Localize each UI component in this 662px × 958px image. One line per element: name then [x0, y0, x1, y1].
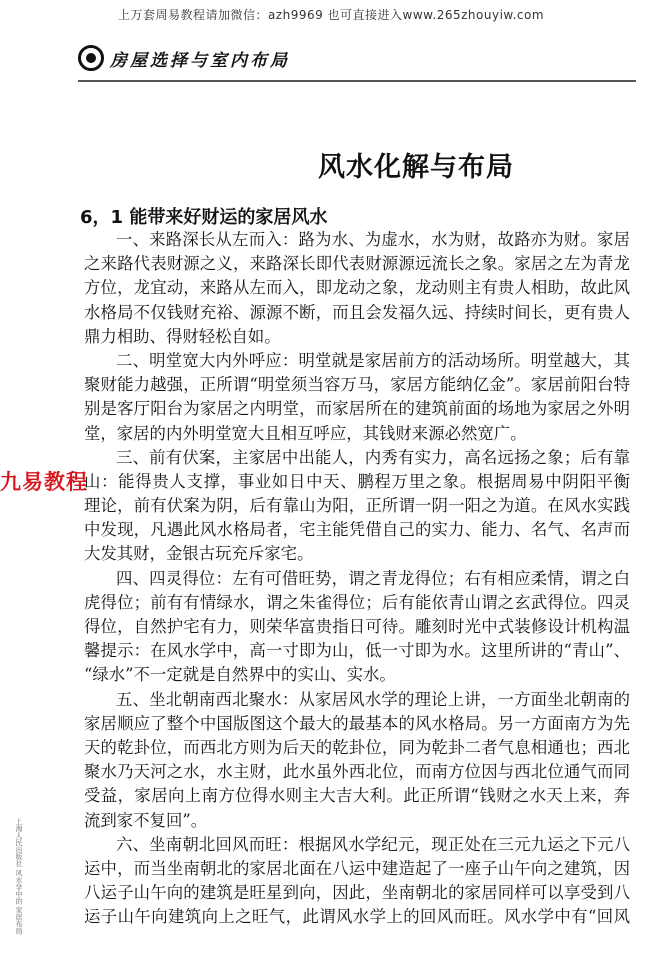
body-line: 堂，家居的内外明堂宽大且相互呼应，其钱财来源必然宽广。: [84, 423, 527, 443]
body-line: 馨提示：在风水学中，高一寸即为山，低一寸即为水。这里所讲的“青山”、: [84, 641, 630, 661]
body-line: 运子山午向建筑向上之旺气，此谓风水学上的回风而旺。风水学中有“回风: [84, 907, 630, 927]
body-line: 家居顺应了整个中国版图这个最大的最基本的风水格局。另一方面南方为先: [84, 713, 630, 733]
running-header: [78, 38, 290, 78]
body-line: 受益，家居向上南方位得水则主大吉大利。此正所谓“钱财之水天上来，奔: [84, 786, 630, 806]
body-line: 流到家不复回”。: [84, 810, 208, 830]
body-line: 五、坐北朝南西北聚水：从家居风水学的理论上讲，一方面坐北朝南的: [116, 689, 630, 709]
body-line: 运中，而当坐南朝北的家居北面在八运中建造起了一座子山午向之建筑，因: [84, 858, 630, 878]
body-line: 聚财能力越强，正所谓“明堂须当容万马，家居方能纳亿金”。家居前阳台特: [84, 375, 630, 395]
body-line: 一、来路深长从左而入：路为水、为虚水，水为财，故路亦为财。家居: [116, 230, 630, 249]
body-line: 鼎力相助、得财轻松自如。: [84, 326, 281, 346]
body-line: 天的乾卦位，而西北方则为后天的乾卦位，同为乾卦二者气息相通也；西北: [84, 737, 630, 757]
body-line: 之来路代表财源之义，来路深长即代表财源源远流长之象。家居之左为青龙: [84, 254, 630, 274]
body-line: 方位，龙宜动，来路从左而入，即龙动之象，龙动则主有贵人相助，故此风: [84, 278, 630, 298]
body-line: 中发现，凡遇此风水格局者，宅主能凭借自己的实力、能力、名气、名声而: [84, 520, 630, 540]
body-line: 山：能得贵人支撑，事业如日中天、鹏程万里之象。根据周易中阴阳平衡: [84, 471, 630, 491]
section-title: 6，1 能带来好财运的家居风水: [80, 207, 328, 228]
running-header-title: 房屋选择与室内布局: [110, 50, 290, 71]
side-watermark: 九易教程: [0, 470, 88, 494]
body-line: 三、前有伏案，主家居中出能人，内秀有实力，高名远扬之象；后有靠: [116, 447, 630, 467]
top-watermark: 上万套周易教程请加微信：azh9969 也可直接进入www.265zhouyiw.com: [117, 8, 545, 22]
body-line: 水格局不仅钱财充裕、源源不断，而且会发福久远、持续时间长，更有贵人: [84, 302, 630, 322]
body-line: 二、明堂宽大内外呼应：明堂就是家居前方的活动场所。明堂越大，其: [116, 350, 630, 370]
body-line: 聚水乃天河之水，水主财，此水虽外西北位，而南方位因与西北位通气而同: [84, 762, 630, 782]
body-line: 六、坐南朝北回风而旺：根据风水学纪元，现正处在三元九运之下元八: [116, 834, 630, 854]
body-line: 四、四灵得位：左有可借旺势，谓之青龙得位；右有相应柔情，谓之白: [116, 568, 630, 588]
body-line: “绿水”不一定就是自然界中的实山、实水。: [84, 665, 396, 685]
header-divider: [78, 80, 636, 82]
margin-note: 上海人民出版社 风水学中的 家居布局: [15, 818, 23, 935]
body-line: 虎得位；前有有情绿水，谓之朱雀得位；后有能依青山谓之玄武得位。四灵: [84, 592, 630, 612]
body-line: 八运子山午向的建筑是旺星到向，因此，坐南朝北的家居同样可以享受到八: [84, 883, 630, 903]
taiji-logo-icon: [78, 45, 104, 71]
body-line: 得位，自然护宅有力，则荣华富贵指日可待。雕刻时光中式装修设计机构温: [84, 617, 630, 636]
body-line: 大发其财，金银古玩充斥家宅。: [84, 544, 314, 564]
body-text: [84, 228, 630, 929]
body-line: 别是客厅阳台为家居之内明堂，而家居所在的建筑前面的场地为家居之外明: [84, 399, 630, 419]
chapter-title: 风水化解与布局: [318, 152, 514, 183]
body-line: 理论，前有伏案为阴，后有靠山为阳，正所谓一阴一阳之为道。在风水实践: [84, 496, 630, 516]
